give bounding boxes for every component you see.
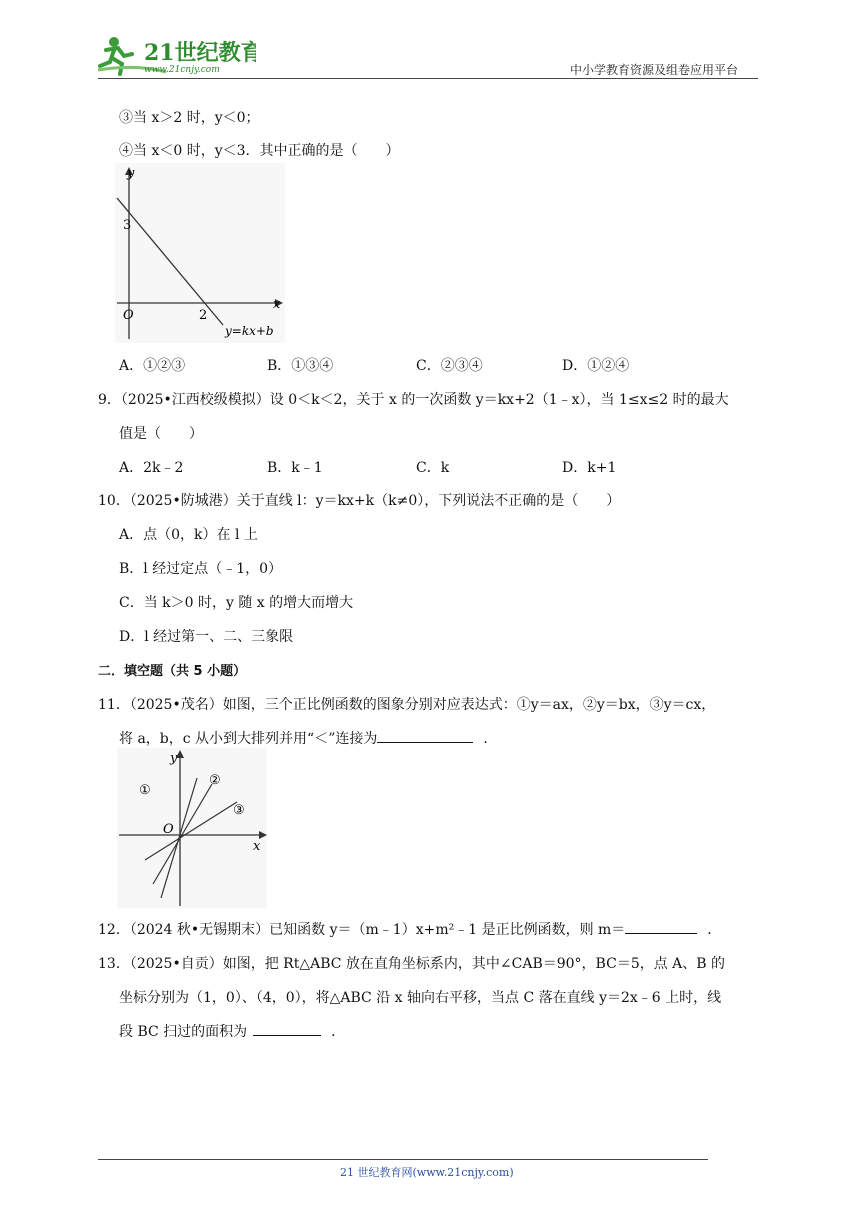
q11-period: ． xyxy=(483,731,498,747)
y-axis-label: y xyxy=(170,751,178,766)
q11-proportional-graph xyxy=(117,748,267,908)
q8-option-d[interactable]: D．①②④ xyxy=(562,358,630,374)
q10-question: 10．（2025•防城港）关于直线 l：y＝kx+k（k≠0），下列说法不正确的是（ ） xyxy=(98,493,621,509)
runner-logo-icon xyxy=(96,34,256,76)
q8-option-b[interactable]: B．①③④ xyxy=(267,358,334,374)
y-intercept-label: 3 xyxy=(123,218,132,233)
q13-answer-blank[interactable] xyxy=(253,1021,321,1036)
x-axis-label: x xyxy=(273,297,281,312)
q12-period: ． xyxy=(707,922,722,938)
q10-option-c[interactable]: C．当 k＞0 时，y 随 x 的增大而增大 xyxy=(119,595,354,611)
q11-answer-blank[interactable] xyxy=(377,728,473,743)
q9-option-c[interactable]: C．k xyxy=(416,460,450,476)
header-platform-name: 中小学教育资源及组卷应用平台 xyxy=(570,63,739,77)
q12-text: 12．（2024 秋•无锡期末）已知函数 y＝（m﹣1）x+m²﹣1 是正比例函数，则 m＝ xyxy=(98,922,626,938)
q8-linear-graph xyxy=(115,163,285,343)
line-1-label: ① xyxy=(139,783,151,798)
q12-question xyxy=(98,919,721,939)
origin-label: O xyxy=(163,822,174,837)
q13-question-cont: 坐标分别为（1，0）、（4，0），将△ABC 沿 x 轴向右平移，当点 C 落在直线 y＝2x﹣6 上时，线 xyxy=(119,990,722,1006)
q8-statement-4: ④当 x＜0 时，y＜3．其中正确的是（ ） xyxy=(119,143,400,159)
q13-period: ． xyxy=(331,1024,346,1040)
q11-question: 11．（2025•茂名）如图，三个正比例函数的图象分别对应表达式：①y＝ax，②y＝bx，③y＝cx， xyxy=(98,697,716,713)
svg-text:www.21cnjy.com: www.21cnjy.com xyxy=(144,65,220,75)
q9-option-b[interactable]: B．k﹣1 xyxy=(267,460,323,476)
q13-question: 13．（2025•自贡）如图，把 Rt△ABC 放在直角坐标系内，其中∠CAB＝90°，BC＝5，点 A、B 的 xyxy=(98,956,726,972)
line-equation-label: y=kx+b xyxy=(225,324,274,338)
q10-option-a[interactable]: A．点（0，k）在 l 上 xyxy=(119,527,258,543)
q12-answer-blank[interactable] xyxy=(625,919,697,934)
origin-label: O xyxy=(123,308,134,323)
q9-option-a[interactable]: A．2k﹣2 xyxy=(119,460,184,476)
q11-text: 将 a，b，c 从小到大排列并用“＜”连接为 xyxy=(119,731,378,747)
footer-divider xyxy=(98,1159,708,1160)
y-axis-label: y xyxy=(127,166,135,181)
q13-question-end xyxy=(119,1021,345,1041)
x-axis-label: x xyxy=(253,839,261,854)
q8-option-a[interactable]: A．①②③ xyxy=(119,358,186,374)
q9-question-cont: 值是（ ） xyxy=(119,426,203,442)
line-3-label: ③ xyxy=(233,803,245,818)
q8-option-c[interactable]: C．②③④ xyxy=(416,358,483,374)
q9-question: 9．（2025•江西校级模拟）设 0＜k＜2，关于 x 的一次函数 y＝kx+2（1﹣x），当 1≤x≤2 时的最大 xyxy=(98,392,729,408)
line-2-label: ② xyxy=(209,773,221,788)
q10-option-b[interactable]: B．l 经过定点（﹣1，0） xyxy=(119,561,283,577)
q10-option-d[interactable]: D．l 经过第一、二、三象限 xyxy=(119,629,294,645)
x-intercept-label: 2 xyxy=(199,308,208,323)
footer-site[interactable]: 21 世纪教育网(www.21cnjy.com) xyxy=(340,1166,514,1179)
q8-statement-3: ③当 x＞2 时，y＜0； xyxy=(119,110,260,126)
svg-text:21世纪教育: 21世纪教育 xyxy=(144,40,256,66)
q11-question-cont xyxy=(119,728,497,748)
header-logo xyxy=(96,34,256,76)
section-fill-in-title: 二．填空题（共 5 小题） xyxy=(98,664,247,679)
header-divider xyxy=(98,78,758,79)
q13-text: 段 BC 扫过的面积为 xyxy=(119,1024,248,1040)
q9-option-d[interactable]: D．k+1 xyxy=(562,460,617,476)
